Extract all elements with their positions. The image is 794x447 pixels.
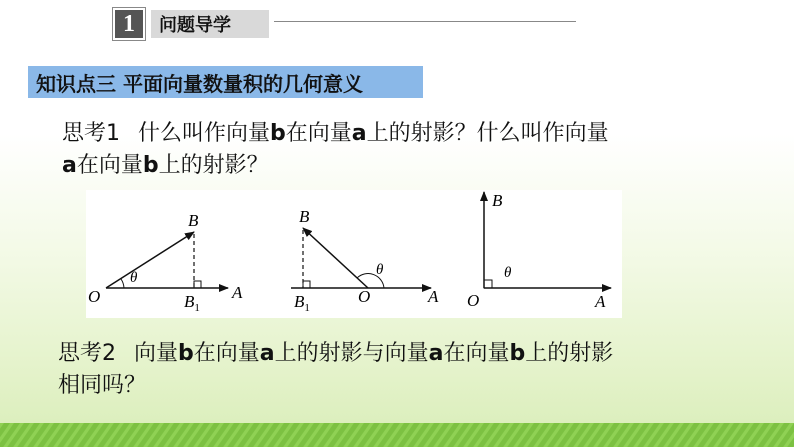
label-B1-sub: 1: [304, 302, 310, 314]
right-angle-mark: [194, 281, 201, 288]
vector-a: a: [62, 153, 77, 178]
angle-arc: [121, 279, 124, 288]
label-B: B: [188, 211, 199, 230]
label-A: A: [595, 292, 606, 311]
figure-2: [291, 207, 439, 314]
figure-1: [88, 211, 243, 314]
vector-b: b: [270, 121, 286, 146]
section-divider: [274, 21, 576, 22]
label-B1-main: B: [294, 292, 305, 311]
vector-b: b: [509, 341, 526, 366]
label-theta: θ: [130, 270, 138, 286]
q1-text: 什么叫作向量: [138, 121, 271, 146]
q2-text: 在向量: [443, 341, 510, 366]
bottom-decorative-bar: [0, 423, 794, 447]
question-1-line-2: [62, 150, 742, 182]
label-B1: [294, 292, 310, 314]
label-B: B: [299, 207, 310, 226]
right-angle-mark: [484, 280, 492, 288]
question-2-line-1: [58, 338, 738, 370]
question-2-label: 思考2: [58, 341, 116, 366]
vector-b: b: [142, 153, 159, 178]
q2-text: 向量: [134, 341, 179, 366]
label-B: B: [492, 191, 503, 210]
figure-3: [467, 191, 611, 311]
label-O: O: [88, 287, 101, 306]
label-theta: θ: [376, 262, 384, 278]
label-theta: θ: [504, 265, 512, 281]
q2-text: 上的射影与向量: [274, 341, 429, 366]
right-angle-mark: [303, 281, 310, 288]
vector-a: a: [351, 121, 367, 146]
vector-b-line: [106, 232, 194, 288]
q1-text: 在向量: [76, 153, 143, 178]
question-1-line-1: [62, 118, 742, 150]
question-2-line-2: 相同吗？: [58, 373, 147, 398]
question-2: [58, 338, 738, 402]
q1-text: 上的射影？: [158, 153, 269, 178]
question-1-label: 思考1: [62, 121, 120, 146]
section-title: 问题导学: [151, 10, 269, 38]
label-B1-main: B: [184, 292, 195, 311]
label-A: A: [232, 283, 243, 302]
q1-text: 在向量: [285, 121, 352, 146]
projection-diagram: [86, 190, 622, 318]
label-O: O: [467, 291, 480, 310]
vector-b: b: [178, 341, 194, 366]
label-B1: [184, 292, 200, 314]
section-number: 1: [113, 8, 145, 40]
q1-text: 上的射影？什么叫作向量: [366, 121, 609, 146]
knowledge-point-title: 知识点三 平面向量数量积的几何意义: [28, 66, 423, 98]
q2-text: 在向量: [193, 341, 260, 366]
label-O: O: [358, 287, 371, 306]
vector-a: a: [259, 341, 275, 366]
label-A: A: [428, 287, 439, 306]
q2-text: 上的射影: [525, 341, 614, 366]
projection-figures: [86, 190, 622, 318]
question-1: [62, 118, 742, 182]
section-header: [113, 9, 269, 39]
vector-a: a: [428, 341, 444, 366]
vector-b-line: [303, 228, 368, 288]
label-B1-sub: 1: [194, 302, 200, 314]
